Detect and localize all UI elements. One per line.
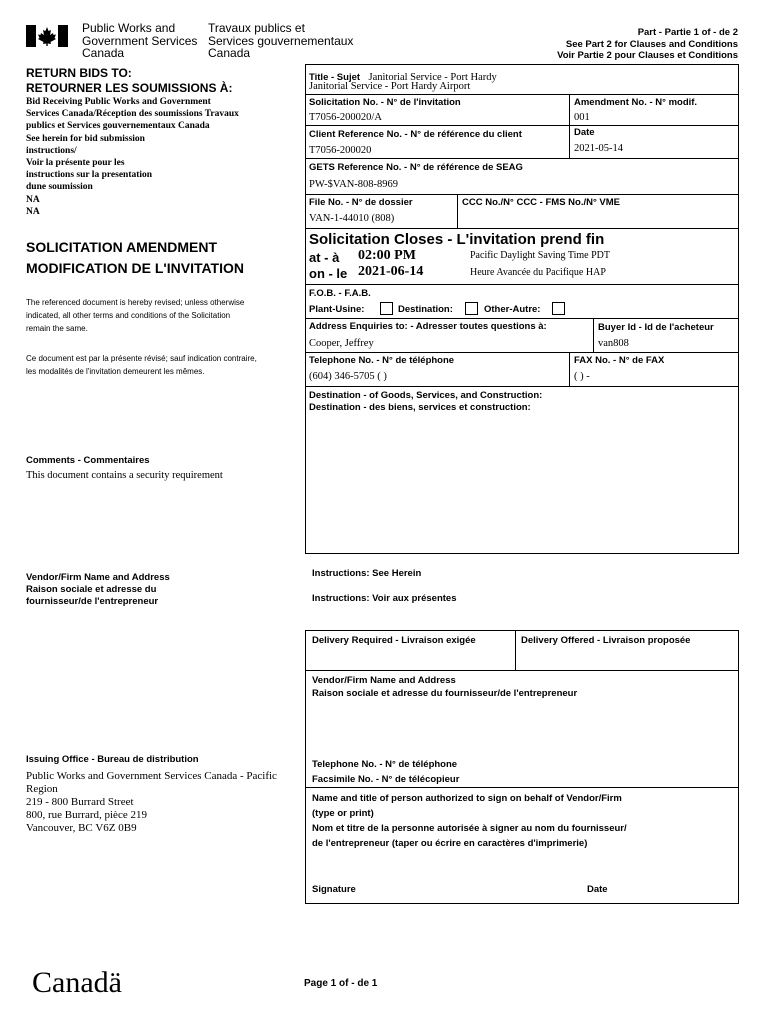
revised-notice-fr: Ce document est par la présente révisé; sauf indication contraire, les modalités de l'invitation demeurent les mêmes. — [26, 354, 257, 376]
address-enquiries-value: Cooper, Jeffrey — [309, 338, 374, 349]
timezone-fr: Heure Avancée du Pacifique HAP — [470, 267, 606, 278]
amendment-heading: SOLICITATION AMENDMENT MODIFICATION DE L'INVITATION — [26, 239, 244, 276]
return-address: Bid Receiving Public Works and Government Services Canada/Réception des soumissions Travaux publics et Services gouvernementaux Canada See herein for bid submission instructions/ Voir la présente pour les instructions sur la presentation dune soumission NA NA — [26, 97, 239, 217]
telephone-value: (604) 346-5705 ( ) — [309, 371, 387, 382]
telephone-label: Telephone No. - N° de téléphone — [309, 355, 455, 366]
part-info: Part - Partie 1 of - de 2 See Part 2 for Clauses and Conditions Voir Partie 2 pour Clauses et Conditions — [557, 27, 738, 61]
destination-goods-en: Destination - of Goods, Services, and Construction: — [309, 390, 543, 401]
revised-notice-en: The referenced document is hereby revised; unless otherwise indicated, all other terms and conditions of the Solicitation remain the same. — [26, 298, 245, 333]
instructions-en: Instructions: See Herein — [312, 568, 422, 579]
gets-label: GETS Reference No. - N° de référence de SEAG — [309, 162, 523, 173]
address-enquiries-label: Address Enquiries to: - Adresser toutes questions à: — [309, 321, 547, 332]
buyer-id-label: Buyer Id - Id de l'acheteur — [598, 322, 714, 333]
destination-goods-fr: Destination - des biens, services et construction: — [309, 402, 531, 413]
title-label: Title - Sujet — [309, 72, 361, 83]
canada-wordmark-logo: Canadä — [32, 966, 122, 999]
closes-heading: Solicitation Closes - L'invitation prend fin — [309, 231, 605, 248]
on-value: 2021-06-14 — [358, 264, 424, 279]
fax-label: FAX No. - N° de FAX — [574, 355, 665, 366]
ccc-label: CCC No./N° CCC - FMS No./N° VME — [462, 197, 621, 208]
vendor-name-label-fr: Raison sociale et adresse du fournisseur/de l'entrepreneur — [312, 688, 578, 699]
timezone-en: Pacific Daylight Saving Time PDT — [470, 250, 610, 261]
client-ref-label: Client Reference No. - N° de référence du client — [309, 129, 522, 140]
fob-label: F.O.B. - F.A.B. — [309, 288, 371, 299]
vendor-telephone-label: Telephone No. - N° de téléphone — [312, 759, 458, 770]
department-name-fr: Travaux publics et Services gouvernementaux Canada — [208, 21, 354, 60]
issuing-office-label: Issuing Office - Bureau de distribution — [26, 754, 199, 765]
date-value: 2021-05-14 — [574, 143, 623, 154]
title-value-2: Janitorial Service - Port Hardy Airport — [309, 81, 471, 92]
delivery-required-label: Delivery Required - Livraison exigée — [312, 635, 476, 646]
vendor-fax-label: Facsimile No. - N° de télécopieur — [312, 774, 460, 785]
buyer-id-value: van808 — [598, 338, 629, 349]
instructions-fr: Instructions: Voir aux présentes — [312, 593, 457, 604]
file-value: VAN-1-44010 (808) — [309, 213, 395, 224]
vendor-name-label-en: Vendor/Firm Name and Address — [312, 675, 456, 686]
other-checkbox[interactable] — [552, 302, 565, 315]
destination-checkbox[interactable] — [465, 302, 478, 315]
solicitation-label: Solicitation No. - N° de l'invitation — [309, 97, 461, 108]
destination-label: Destination: — [398, 304, 453, 315]
authorized-person-label: Name and title of person authorized to sign on behalf of Vendor/Firm (type or print) Nom et titre de la personne autorisée à signer au nom du fournisseur/ de l'entrepreneur (taper ou écrire en caractères d'imprimerie) — [312, 793, 627, 849]
title-value-1: Janitorial Service - Port Hardy — [368, 72, 497, 83]
plant-label: Plant-Usine: — [309, 304, 365, 315]
fax-value: ( ) - — [574, 371, 590, 382]
at-label: at - à — [309, 250, 340, 265]
signature-label: Signature — [312, 884, 356, 895]
on-label: on - le — [309, 266, 348, 281]
gets-value: PW-$VAN-808-8969 — [309, 179, 399, 190]
delivery-offered-label: Delivery Offered - Livraison proposée — [521, 635, 691, 646]
client-ref-value: T7056-200020 — [309, 145, 372, 156]
issuing-office-address: Public Works and Government Services Canada - Pacific Region 219 - 800 Burrard Street 800, rue Burrard, pièce 219 Vancouver, BC V6Z 0B9 — [26, 770, 277, 834]
plant-checkbox[interactable] — [380, 302, 393, 315]
file-label: File No. - N° de dossier — [309, 197, 413, 208]
amendment-value: 001 — [574, 112, 590, 123]
vendor-label-left: Vendor/Firm Name and Address Raison sociale et adresse du fournisseur/de l'entrepreneur — [26, 572, 170, 607]
solicitation-value: T7056-200020/A — [309, 112, 382, 123]
return-bids-heading: RETURN BIDS TO: RETOURNER LES SOUMISSIONS À: — [26, 66, 233, 95]
date-label: Date — [574, 127, 595, 138]
amendment-label: Amendment No. - N° modif. — [574, 97, 698, 108]
other-label: Other-Autre: — [484, 304, 541, 315]
comments-value: This document contains a security requirement — [26, 470, 223, 481]
at-value: 02:00 PM — [358, 248, 416, 263]
comments-label: Comments - Commentaires — [26, 455, 150, 466]
department-name-en: Public Works and Government Services Canada — [82, 21, 198, 60]
signature-date-label: Date — [587, 884, 608, 895]
page-number: Page 1 of - de 1 — [304, 978, 378, 989]
canada-flag-icon — [26, 25, 68, 47]
